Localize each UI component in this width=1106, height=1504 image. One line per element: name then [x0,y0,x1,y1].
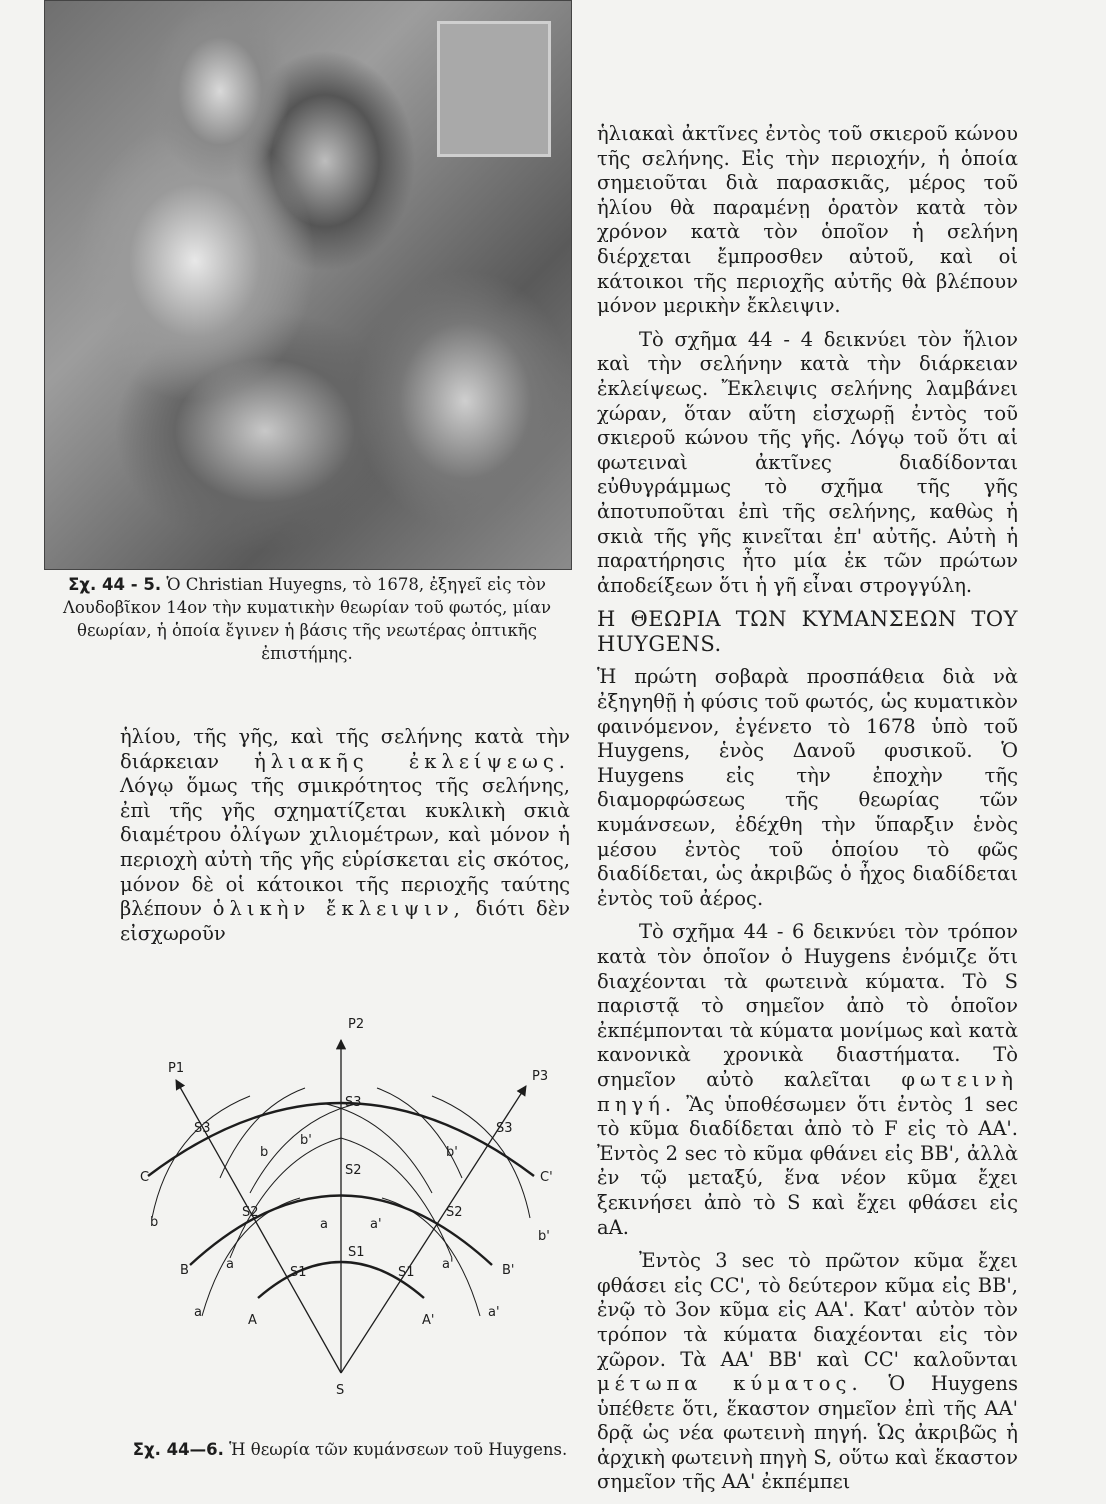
right-paragraph-3: Ἡ πρώτη σοβαρὰ προσπάθεια διὰ νὰ ἐξηγηθῇ ἡ φύσις τοῦ φωτός, ὡς κυματικὸν φαινόμενον, ἐγένετο τὸ 1678 ὑπὸ τοῦ Huygens, ἑνὸς Δανοῦ φυσικοῦ. Ὁ Huygens εἰς τὴν ἐποχὴν τῆς διαμορφώσεως τῆς θεωρίας τῶν κυμάνσεων, ἐδέχθη τὴν ὕπαρξιν ἑνὸς μέσου ἐντὸς τοῦ ὁποίου τὸ φῶς διαδίδεται, ὡς ἀκριβῶς ὁ ἦχος διαδίδεται ἐντὸς τοῦ ἀέρος. [597,665,1018,910]
label-p2: P2 [348,1017,365,1032]
right-paragraph-4 [597,920,1018,1240]
label-s1-right: S1 [398,1265,415,1280]
p5-text-b: Ὁ Huygens ὑπέθετε ὅτι, ἕκαστον σημεῖον ἐπὶ τῆς AA' δρᾷ ὡς νέα φωτεινὴ πηγή. Ὡς ἀκριβῶς ἡ ἀρχικὴ φωτεινὴ πηγὴ S, οὕτω καὶ ἕκαστον σημεῖον τῆς AA' ἐκπέμπει [597,1372,1019,1494]
right-paragraph-5 [597,1249,1018,1495]
label-b-upper: b [260,1145,269,1160]
huygens-photograph [44,0,572,570]
left-column [120,725,570,955]
wall-picture-frame [437,21,551,157]
wavelet-s2-right [341,1138,452,1258]
figure-5-label: Σχ. 44 - 5. [68,575,162,594]
spaced-term-wavefronts: μέτωπα κύματος. [597,1372,863,1396]
figure-6-caption [130,1438,570,1461]
figure-6-label: Σχ. 44—6. [132,1440,224,1459]
right-paragraph-2: Τὸ σχῆμα 44 - 4 δεικνύει τὸν ἥλιον καὶ τὴν σελήνην κατὰ τὴν διάρκειαν ἐκλείψεως. Ἔκλειψις σελήνης λαμβάνει χώραν, ὅταν αὕτη εἰσχωρῇ ἐντὸς τοῦ σκιεροῦ κώνου τῆς γῆς. Λόγῳ τοῦ ὅτι αἱ φωτειναὶ ἀκτῖνες διαδίδονται εὐθυγράμμως τὸ σχῆμα τῆς γῆς ἀποτυποῦται ἐπὶ τῆς σελήνης, καθὼς ἡ σκιὰ τῆς γῆς κινεῖται ἐπ' αὐτῆς. Αὐτὴ ἡ παρατήρησις ἦτο μία ἐκ τῶν πρώτων ἀποδείξεων ὅτι ἡ γῆ εἶναι στρογγύλη. [597,327,1018,597]
label-a-prime-right: a' [442,1257,454,1272]
left-text-2: Λόγῳ ὅμως τῆς σμικρότητος τῆς σελήνης, ἐπὶ τῆς γῆς σχηματίζεται κυκλικὴ σκιὰ διαμέτρου ὀλίγων χιλιομέτρων, καὶ μόνον ἡ περιοχὴ αὐτὴ τῆς γῆς εὑρίσκεται εἰς σκότος, μόνον δὲ οἱ κάτοικοι τῆς περιοχῆς ταύτης βλέπουν [120,774,570,921]
p4-text-b: Ἂς ὑποθέσωμεν ὅτι ἐντὸς 1 sec τὸ κῦμα διαδίδεται ἀπὸ τὸ F εἰς τὸ AA'. Ἐντὸς 2 sec τὸ κῦμα φθάνει εἰς BB', ἀλλὰ ἐν τῷ μεταξύ, ἕνα νέον κῦμα ἔχει ξεκινήσει ἀπὸ τὸ S καὶ ἔχει φθάσει εἰς aA. [597,1092,1018,1239]
label-a-prime-center: a' [370,1217,382,1232]
label-a-left: a [226,1257,234,1272]
label-s3-top: S3 [345,1095,362,1110]
spaced-term-solar-eclipse: ἡλιακῆς ἐκλείψεως. [254,749,570,773]
left-text-1: ἡλίου, τῆς γῆς, καὶ τῆς σελήνης κατὰ τὴν διάρκειαν [120,725,570,773]
wavelet-b [152,1096,250,1218]
huygens-wavefront-diagram [130,1008,570,1428]
figure-6-caption-text: Ἡ θεωρία τῶν κυμάνσεων τοῦ Huygens. [229,1440,568,1459]
figure-5-caption-text: Ὁ Christian Huyegns, τὸ 1678, ἐξηγεῖ εἰς τὸν Λουδοβῖκον 14ον τὴν κυματικὴν θεωρίαν τοῦ φωτός, μίαν θεωρίαν, ἡ ὁποία ἔγινεν ἡ βάσις τῆς νεωτέρας ὀπτικῆς ἐπιστήμης. [62,575,552,663]
label-a-capital: A [248,1313,257,1328]
label-p3: P3 [532,1069,549,1084]
label-a-prime-lower-right: a' [488,1305,500,1320]
right-paragraph-1: ἡλιακαὶ ἀκτῖνες ἐντὸς τοῦ σκιεροῦ κώνου τῆς σελήνης. Εἰς τὴν περιοχήν, ἡ ὁποία σημειοῦται διὰ παρασκιᾶς, μέρος τοῦ ἡλίου θὰ παραμένῃ ὁρατὸν κατὰ τὸν χρόνον κατὰ τὸν ὁποῖον ἡ σελήνη διέρχεται ἔμπροσθεν αὐτοῦ, καὶ οἱ κάτοικοι τῆς περιοχῆς αὐτῆς θὰ βλέπουν μόνον μερικὴν ἔκλειψιν. [597,122,1018,318]
spaced-term-total-eclipse: ὁλικὴν ἔκλειψιν, [212,897,465,921]
label-b-capital: B [180,1263,189,1278]
label-b-left: b [150,1215,159,1230]
wavelet-s3-right [322,1103,432,1193]
wavelet-s2-left [230,1138,341,1258]
label-b-prime-far-right: b' [538,1229,550,1244]
right-column [597,122,1018,1504]
label-p1: P1 [168,1061,185,1076]
label-s: S [336,1383,345,1398]
p4-text-a: Τὸ σχῆμα 44 - 6 δεικνύει τὸν τρόπον κατὰ τὸν ὁποῖον ὁ Huygens ἐνόμιζε ὅτι διαχέονται τὰ φωτεινὰ κύματα. Τὸ S παριστᾷ τὸ σημεῖον ἀπὸ τὸ ὁποῖον ἐκπέμπονται τὰ κύματα μονίμως καὶ κατὰ κανονικὰ χρονικὰ διαστήματα. Τὸ σημεῖον αὐτὸ καλεῖται [597,920,1018,1091]
label-s3-left: S3 [194,1121,211,1136]
section-heading: Η ΘΕΩΡΙΑ ΤΩΝ ΚΥΜΑΝΣΕΩΝ ΤΟΥ HUYGENS. [597,607,1018,656]
label-s2-left: S2 [242,1205,259,1220]
label-s1-top: S1 [348,1245,365,1260]
label-a-capital-prime: A' [422,1313,435,1328]
p5-text-a: Ἐντὸς 3 sec τὸ πρῶτον κῦμα ἔχει φθάσει εἰς CC', τὸ δεύτερον κῦμα εἰς BB', ἐνῷ τὸ 3ον κῦμα εἰς AA'. Κατ' αὐτὸν τὸν τρόπον τὰ κύματα διαχέονται εἰς τὸν χῶρον. Τὰ AA' BB' καὶ CC' καλοῦνται [597,1249,1018,1371]
label-s3-right: S3 [496,1121,513,1136]
label-b-prime-upper: b' [300,1133,312,1148]
label-a-center: a [320,1217,328,1232]
label-c-prime: C' [540,1170,553,1185]
label-c: C [140,1170,150,1185]
label-s1-left: S1 [290,1265,307,1280]
label-b-capital-prime: B' [502,1263,515,1278]
label-a-lower-left: a [194,1305,202,1320]
label-s2-right: S2 [446,1205,463,1220]
label-s2-top: S2 [345,1163,362,1178]
label-b-prime-right: b' [446,1145,458,1160]
left-paragraph [120,725,570,946]
figure-5-caption [44,573,570,665]
wavelet-a-prime [382,1198,480,1316]
left-text-3: διότι δὲν εἰσχωροῦν [120,897,571,945]
spaced-term-light-source: φωτεινὴ πηγή. [597,1067,1018,1116]
